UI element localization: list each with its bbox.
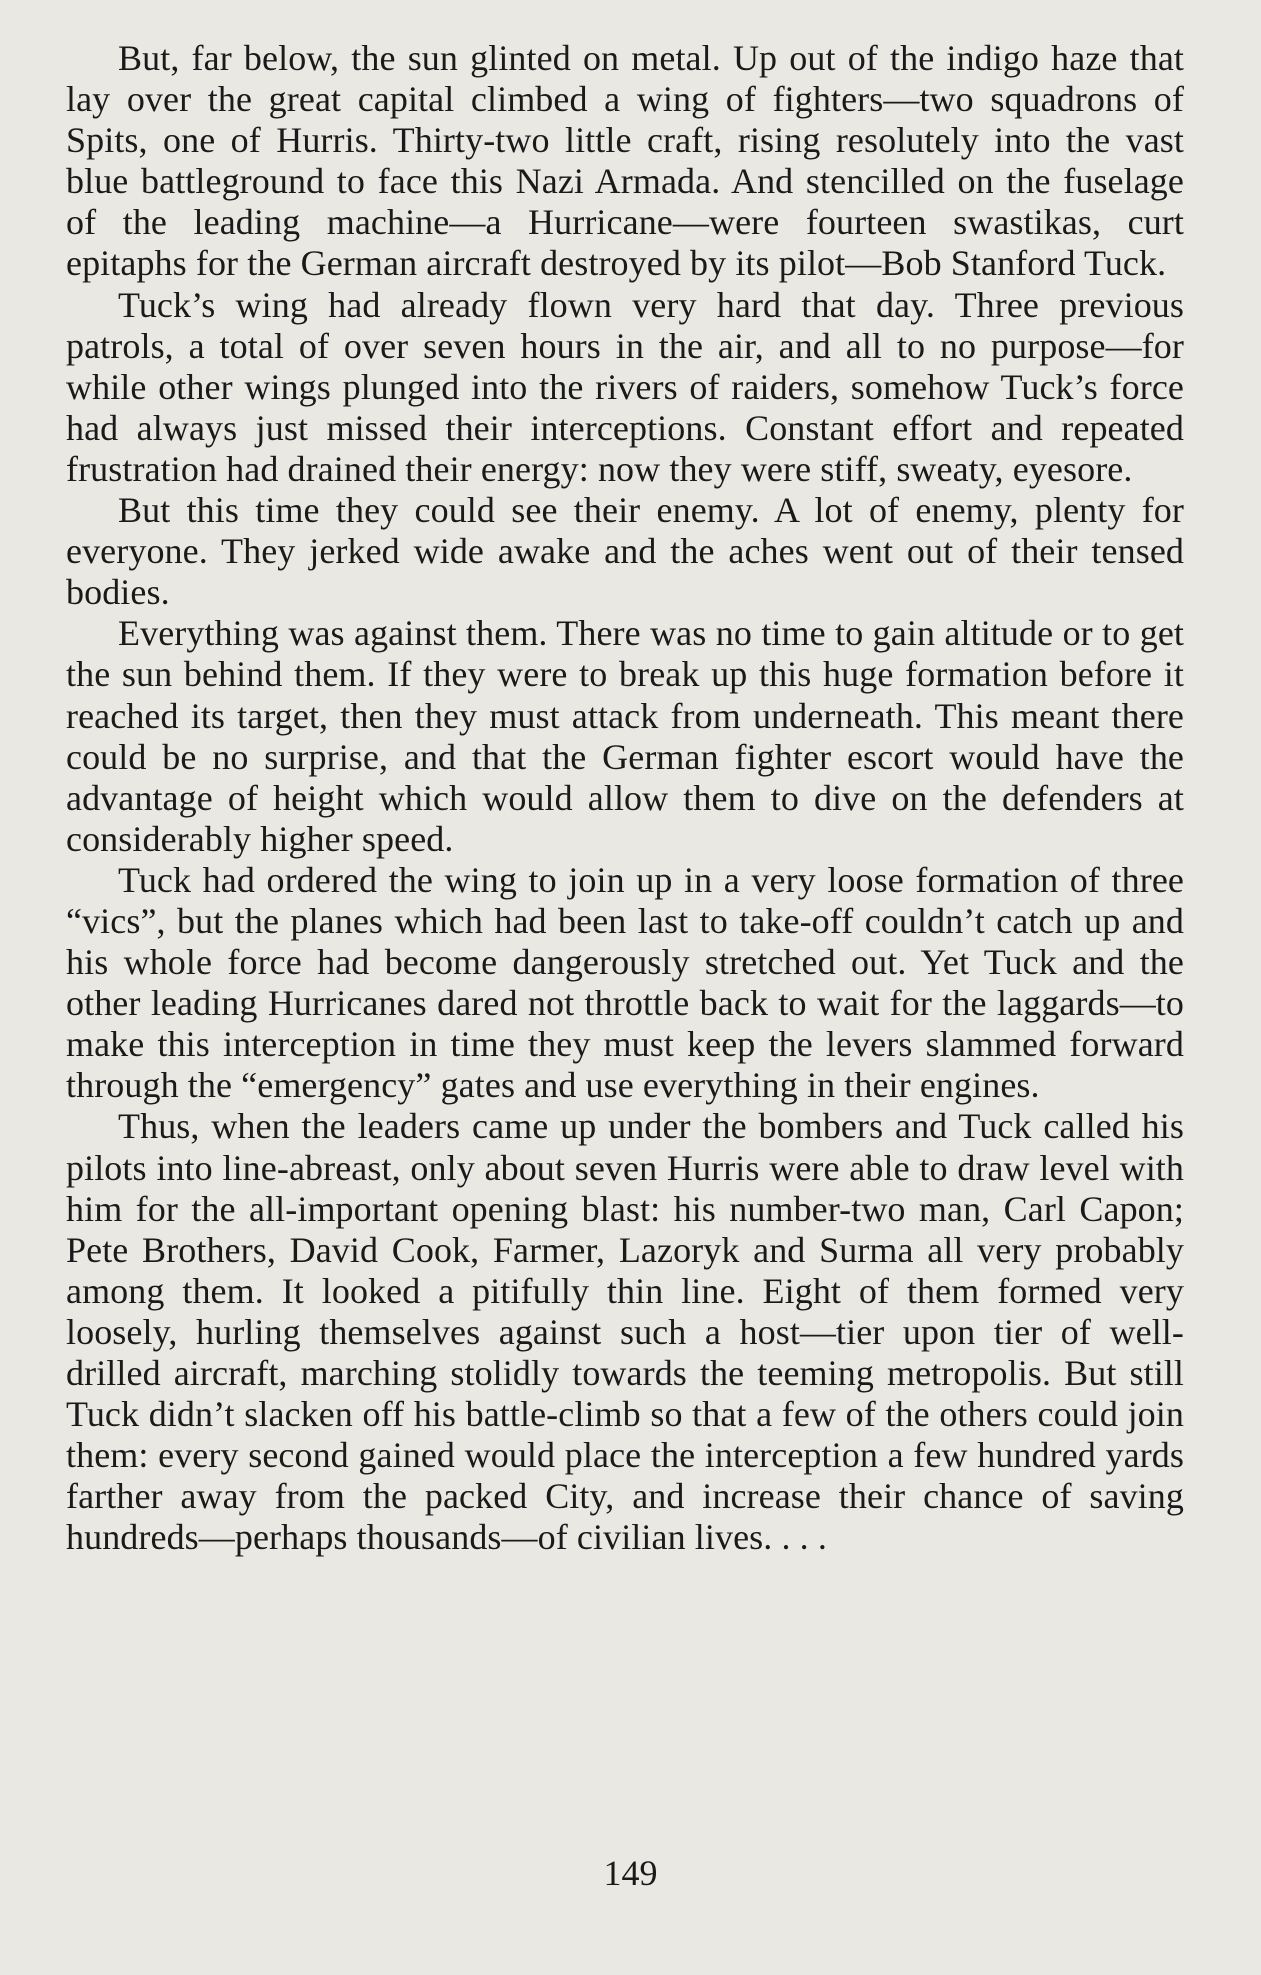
page-number: 149: [603, 1853, 658, 1893]
paragraph-6: Thus, when the leaders came up under the bombers and Tuck called his pilots into line-abreast, only about seven Hurris were able to draw level with him for the all-important opening blast: his number-two man, Carl Capon; Pete Brothers, David Cook, Farmer, Lazoryk and Surma all very probably among them. It looked a pitifully thin line. Eight of them formed very loosely, hurling themselves against such a host—tier upon tier of well-drilled aircraft, marching stolidly towards the teeming metropolis. But still Tuck didn’t slacken off his battle-climb so that a few of the others could join them: every second gained would place the interception a few hundred yards farther away from the packed City, and increase their chance of saving hundreds—perhaps thousands—of civilian lives. . . .: [66, 1106, 1184, 1558]
paragraph-5: Tuck had ordered the wing to join up in a very loose formation of three “vics”, but the planes which had been last to take-off couldn’t catch up and his whole force had become dangerously stretched out. Yet Tuck and the other leading Hurricanes dared not throttle back to wait for the laggards—to make this interception in time they must keep the levers slammed forward through the “emergency” gates and use everything in their engines.: [66, 859, 1184, 1106]
paragraph-4: Everything was against them. There was no time to gain altitude or to get the sun behind them. If they were to break up this huge formation before it reached its target, then they must attack from underneath. This meant there could be no surprise, and that the German fighter escort would have the advantage of height which would allow them to dive on the defenders at considerably higher speed.: [66, 613, 1184, 859]
paragraph-2: Tuck’s wing had already flown very hard that day. Three previous patrols, a total of over seven hours in the air, and all to no purpose—for while other wings plunged into the rivers of raiders, somehow Tuck’s force had always just missed their interceptions. Constant effort and repeated frustration had drained their energy: now they were stiff, sweaty, eyesore.: [66, 284, 1184, 489]
paragraph-3: But this time they could see their enemy. A lot of enemy, plenty for everyone. They jerked wide awake and the aches went out of their tensed bodies.: [66, 490, 1184, 613]
body-text: [66, 38, 1184, 1558]
paragraph-1: But, far below, the sun glinted on metal. Up out of the indigo haze that lay over the great capital climbed a wing of fighters—two squadrons of Spits, one of Hurris. Thirty-two little craft, rising resolutely into the vast blue battleground to face this Nazi Armada. And stencilled on the fuselage of the leading machine—a Hurricane—were fourteen swastikas, curt epitaphs for the German aircraft destroyed by its pilot—Bob Stanford Tuck.: [66, 38, 1184, 284]
